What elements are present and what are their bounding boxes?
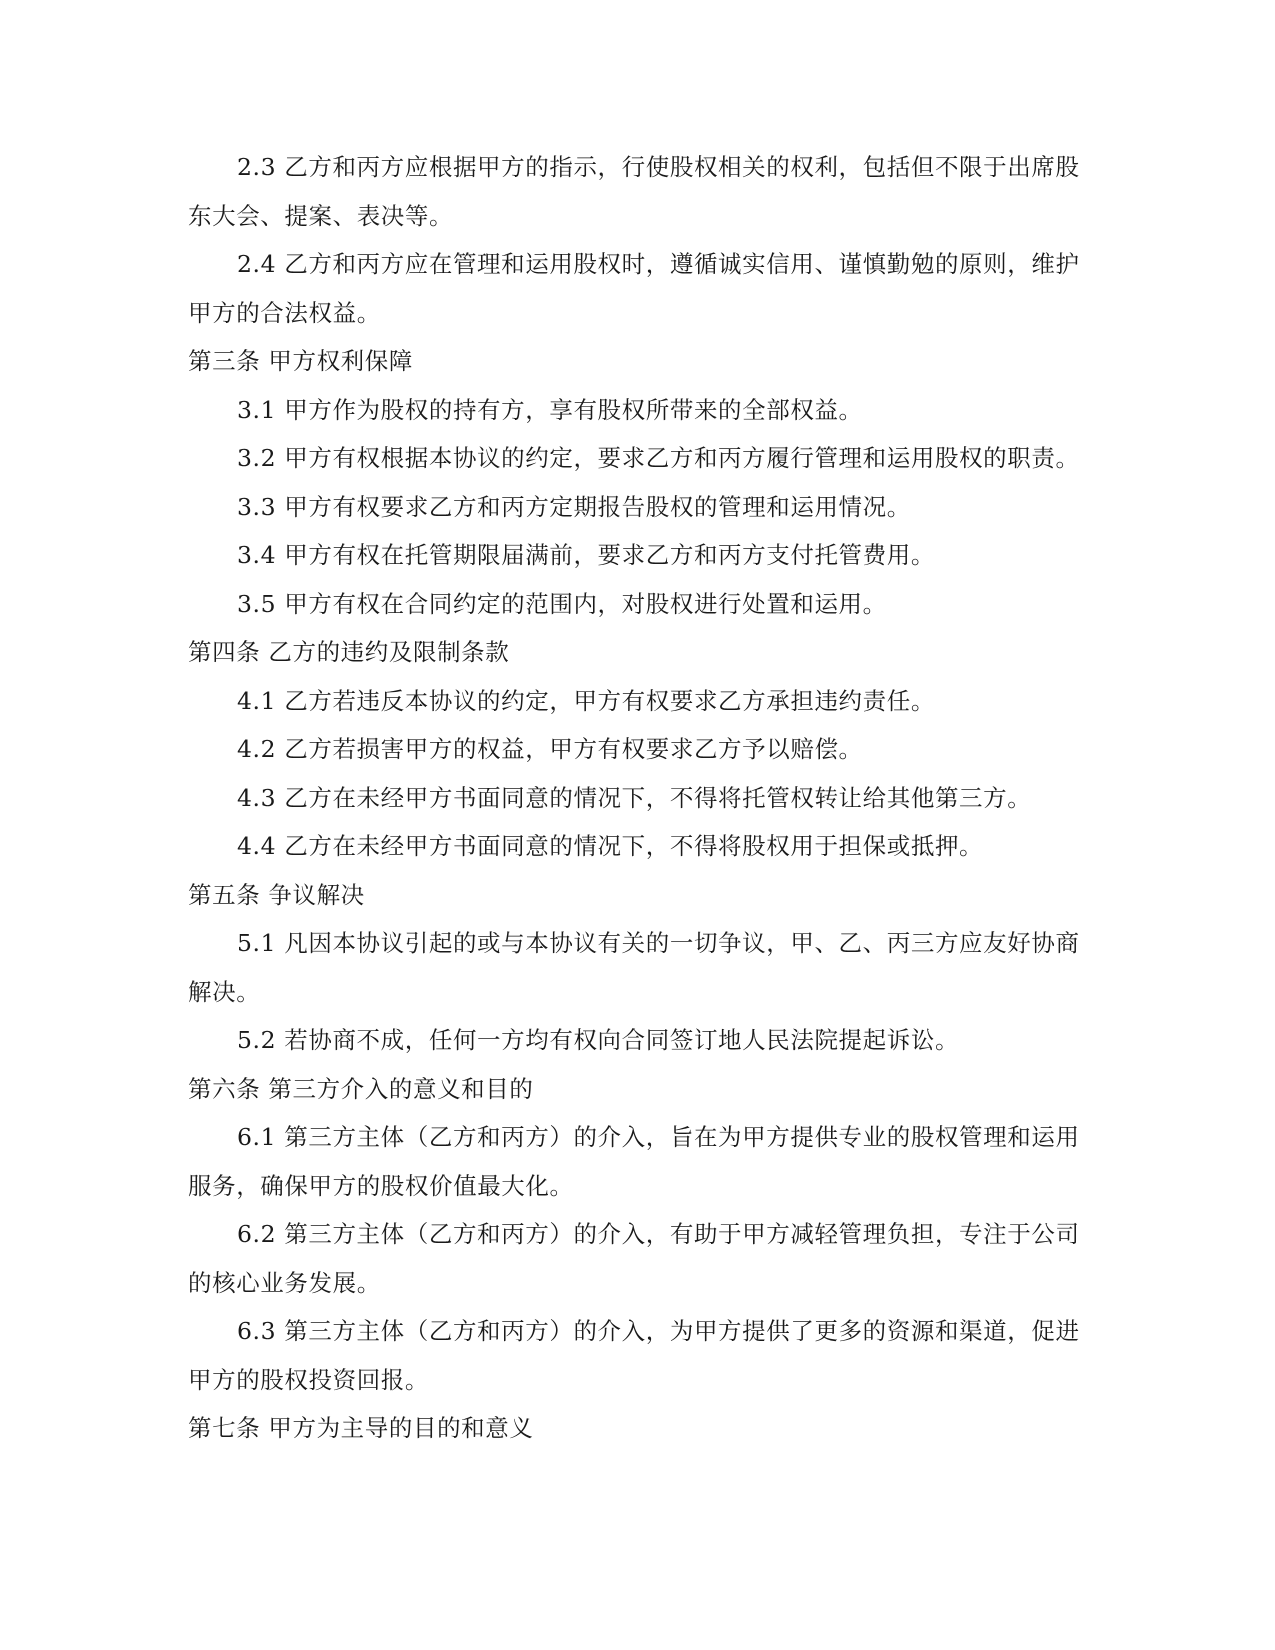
clause-6-3: 6.3 第三方主体（乙方和丙方）的介入，为甲方提供了更多的资源和渠道，促进甲方的股权投资回报。 <box>188 1317 1080 1394</box>
clause-4-3: 4.3 乙方在未经甲方书面同意的情况下，不得将托管权转让给其他第三方。 <box>237 783 1032 812</box>
clause-5-1: 5.1 凡因本协议引起的或与本协议有关的一切争议，甲、乙、丙三方应友好协商解决。 <box>188 929 1080 1006</box>
article-7-heading: 第七条 甲方为主导的目的和意义 <box>188 1414 534 1442</box>
clause-3-1: 3.1 甲方作为股权的持有方，享有股权所带来的全部权益。 <box>237 395 863 424</box>
clause-3-5: 3.5 甲方有权在合同约定的范围内，对股权进行处置和运用。 <box>237 589 887 618</box>
clause-3-4: 3.4 甲方有权在托管期限届满前，要求乙方和丙方支付托管费用。 <box>237 541 935 569</box>
clause-2-3: 2.3 乙方和丙方应根据甲方的指示，行使股权相关的权利，包括但不限于出席股东大会、提案、表决等。 <box>188 153 1080 230</box>
clause-3-3: 3.3 甲方有权要求乙方和丙方定期报告股权的管理和运用情况。 <box>237 492 911 521</box>
clause-6-2: 6.2 第三方主体（乙方和丙方）的介入，有助于甲方减轻管理负担，专注于公司的核心业务发展。 <box>188 1220 1080 1297</box>
clause-2-4: 2.4 乙方和丙方应在管理和运用股权时，遵循诚实信用、谨慎勤勉的原则，维护甲方的合法权益。 <box>188 250 1080 327</box>
article-6-heading: 第六条 第三方介入的意义和目的 <box>188 1074 534 1103</box>
clause-4-1: 4.1 乙方若违反本协议的约定，甲方有权要求乙方承担违约责任。 <box>237 686 935 715</box>
article-4-heading: 第四条 乙方的违约及限制条款 <box>188 638 510 666</box>
clause-6-1: 6.1 第三方主体（乙方和丙方）的介入，旨在为甲方提供专业的股权管理和运用服务，确保甲方的股权价值最大化。 <box>188 1123 1080 1200</box>
clause-3-2: 3.2 甲方有权根据本协议的约定，要求乙方和丙方履行管理和运用股权的职责。 <box>237 444 1080 472</box>
clause-4-4: 4.4 乙方在未经甲方书面同意的情况下，不得将股权用于担保或抵押。 <box>237 832 984 860</box>
document-body <box>188 143 1088 1453</box>
article-5-heading: 第五条 争议解决 <box>188 880 365 909</box>
clause-5-2: 5.2 若协商不成，任何一方均有权向合同签订地人民法院提起诉讼。 <box>237 1026 960 1054</box>
clause-4-2: 4.2 乙方若损害甲方的权益，甲方有权要求乙方予以赔偿。 <box>237 735 863 763</box>
article-3-heading: 第三条 甲方权利保障 <box>188 347 413 375</box>
